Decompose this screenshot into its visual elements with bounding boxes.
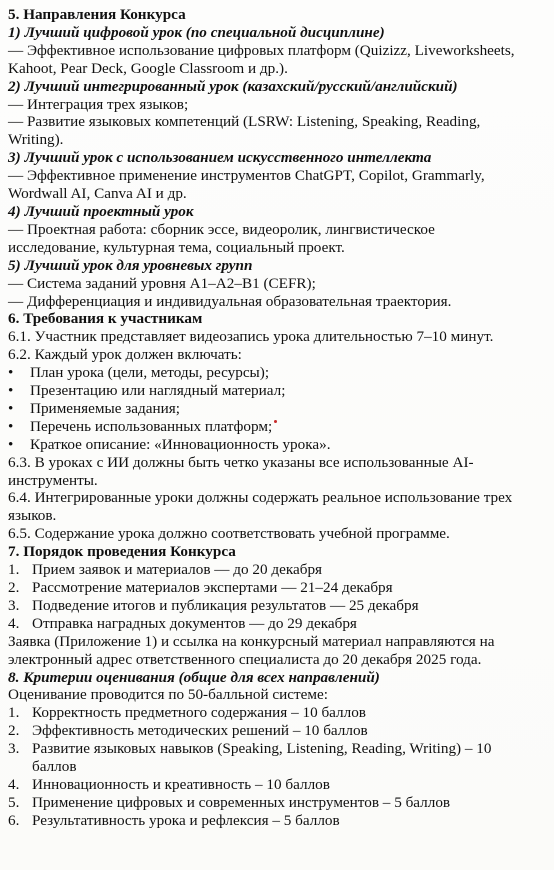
criterion-item xyxy=(8,740,544,776)
section-8 xyxy=(8,669,544,830)
schedule-step xyxy=(8,561,544,579)
bullet-item xyxy=(8,382,544,400)
bullet-item xyxy=(8,400,544,418)
criterion-item xyxy=(8,704,544,722)
section-7 xyxy=(8,543,544,668)
step-number: 4. xyxy=(8,614,20,632)
criterion-number: 1. xyxy=(8,704,20,722)
paragraph-6-3-line-1: 6.3. В уроках с ИИ должны быть четко указаны все использованные AI- xyxy=(8,453,474,471)
schedule-step xyxy=(8,579,544,597)
direction-heading: 1) Лучший цифровой урок (по специальной дисциплине) xyxy=(8,23,385,41)
bullet-item xyxy=(8,418,544,436)
step-text: Прием заявок и материалов — до 20 декабря xyxy=(32,561,323,579)
bullet-text: Презентацию или наглядный материал; xyxy=(30,382,286,400)
bullet-item xyxy=(8,436,544,454)
direction-3 xyxy=(8,149,544,203)
section-6-title: 6. Требования к участникам xyxy=(8,310,203,328)
direction-line: — Развитие языковых компетенций (LSRW: Listening, Speaking, Reading, xyxy=(8,113,481,131)
bullet-icon: • xyxy=(8,382,14,400)
section-5 xyxy=(8,6,544,310)
criterion-text: Эффективность методических решений – 10 баллов xyxy=(32,722,368,740)
direction-heading: 2) Лучший интегрированный урок (казахский/русский/английский) xyxy=(8,77,458,95)
section-6 xyxy=(8,310,544,543)
direction-line: Kahoot, Pear Deck, Google Classroom и др.). xyxy=(8,59,288,77)
step-number: 1. xyxy=(8,561,20,579)
direction-heading: 5) Лучший урок для уровневых групп xyxy=(8,256,253,274)
criterion-number: 4. xyxy=(8,775,20,793)
direction-1 xyxy=(8,24,544,78)
direction-line: Writing). xyxy=(8,131,64,149)
criterion-item xyxy=(8,794,544,812)
step-number: 2. xyxy=(8,579,20,596)
direction-heading: 3) Лучший урок с использованием искусственного интеллекта xyxy=(8,149,432,167)
direction-line: — Проектная работа: сборник эссе, видеоролик, лингвистическое xyxy=(8,220,435,238)
criterion-number: 2. xyxy=(8,722,20,740)
step-number: 3. xyxy=(8,596,20,614)
criteria-intro: Оценивание проводится по 50-балльной системе: xyxy=(8,686,328,704)
direction-line: Wordwall AI, Canva AI и др. xyxy=(8,185,187,203)
criterion-number: 3. xyxy=(8,740,20,758)
application-note-line-2: электронный адрес ответственного специалиста до 20 декабря 2025 года. xyxy=(8,650,482,668)
criterion-item xyxy=(8,776,544,794)
direction-heading: 4) Лучший проектный урок xyxy=(8,202,194,220)
paragraph-6-5: 6.5. Содержание урока должно соответствовать учебной программе. xyxy=(8,525,450,543)
criterion-text: Применение цифровых и современных инструментов – 5 баллов xyxy=(32,793,451,811)
direction-line: — Система заданий уровня А1–А2–В1 (CEFR); xyxy=(8,274,316,292)
direction-line: — Эффективное применение инструментов ChatGPT, Copilot, Grammarly, xyxy=(8,167,485,185)
bullet-item xyxy=(8,364,544,382)
step-text: Подведение итогов и публикация результатов — 25 декабря xyxy=(32,596,419,614)
criterion-item xyxy=(8,812,544,830)
criterion-item xyxy=(8,722,544,740)
criterion-text: Развитие языковых навыков (Speaking, Listening, Reading, Writing) – 10 xyxy=(32,740,492,758)
bullet-icon: • xyxy=(8,417,14,435)
application-note-line-1: Заявка (Приложение 1) и ссылка на конкурсный материал направляются на xyxy=(8,632,495,650)
red-mark-icon xyxy=(274,420,277,423)
direction-line: — Эффективное использование цифровых платформ (Quizizz, Liveworksheets, xyxy=(8,41,515,59)
direction-5 xyxy=(8,257,544,311)
step-text: Рассмотрение материалов экспертами — 21–24 декабря xyxy=(32,579,393,596)
bullet-icon: • xyxy=(8,435,14,453)
criterion-number: 6. xyxy=(8,811,20,829)
criterion-text-continued: баллов xyxy=(32,758,77,776)
paragraph-6-2: 6.2. Каждый урок должен включать: xyxy=(8,346,242,364)
paragraph-6-3-line-2: инструменты. xyxy=(8,471,98,489)
paragraph-6-1: 6.1. Участник представляет видеозапись урока длительностью 7–10 минут. xyxy=(8,328,494,346)
bullet-icon: • xyxy=(8,399,14,417)
criterion-text: Корректность предметного содержания – 10 баллов xyxy=(32,704,366,722)
section-5-title: 5. Направления Конкурса xyxy=(8,6,186,23)
direction-line: — Интеграция трех языков; xyxy=(8,95,189,113)
bullet-icon: • xyxy=(8,364,14,382)
section-8-title: 8. Критерии оценивания (общие для всех направлений) xyxy=(8,668,380,686)
section-7-title: 7. Порядок проведения Конкурса xyxy=(8,543,236,561)
paragraph-6-4-line-1: 6.4. Интегрированные уроки должны содержать реальное использование трех xyxy=(8,489,513,507)
criterion-text: Результативность урока и рефлексия – 5 баллов xyxy=(32,811,340,829)
direction-line: — Дифференциация и индивидуальная образовательная траектория. xyxy=(8,292,452,310)
paragraph-6-4-line-2: языков. xyxy=(8,507,57,525)
step-text: Отправка наградных документов — до 29 декабря xyxy=(32,614,357,632)
bullet-text: Применяемые задания; xyxy=(30,399,180,417)
bullet-text: План урока (цели, методы, ресурсы); xyxy=(30,364,270,382)
schedule-step xyxy=(8,597,544,615)
schedule-step xyxy=(8,615,544,633)
criterion-text: Инновационность и креативность – 10 баллов xyxy=(32,775,330,793)
direction-line: исследование, культурная тема, социальный проект. xyxy=(8,238,345,256)
criterion-number: 5. xyxy=(8,793,20,811)
direction-2 xyxy=(8,78,544,150)
direction-4 xyxy=(8,203,544,257)
bullet-text: Перечень использованных платформ; xyxy=(30,417,273,435)
bullet-text: Краткое описание: «Инновационность урока». xyxy=(30,435,331,453)
